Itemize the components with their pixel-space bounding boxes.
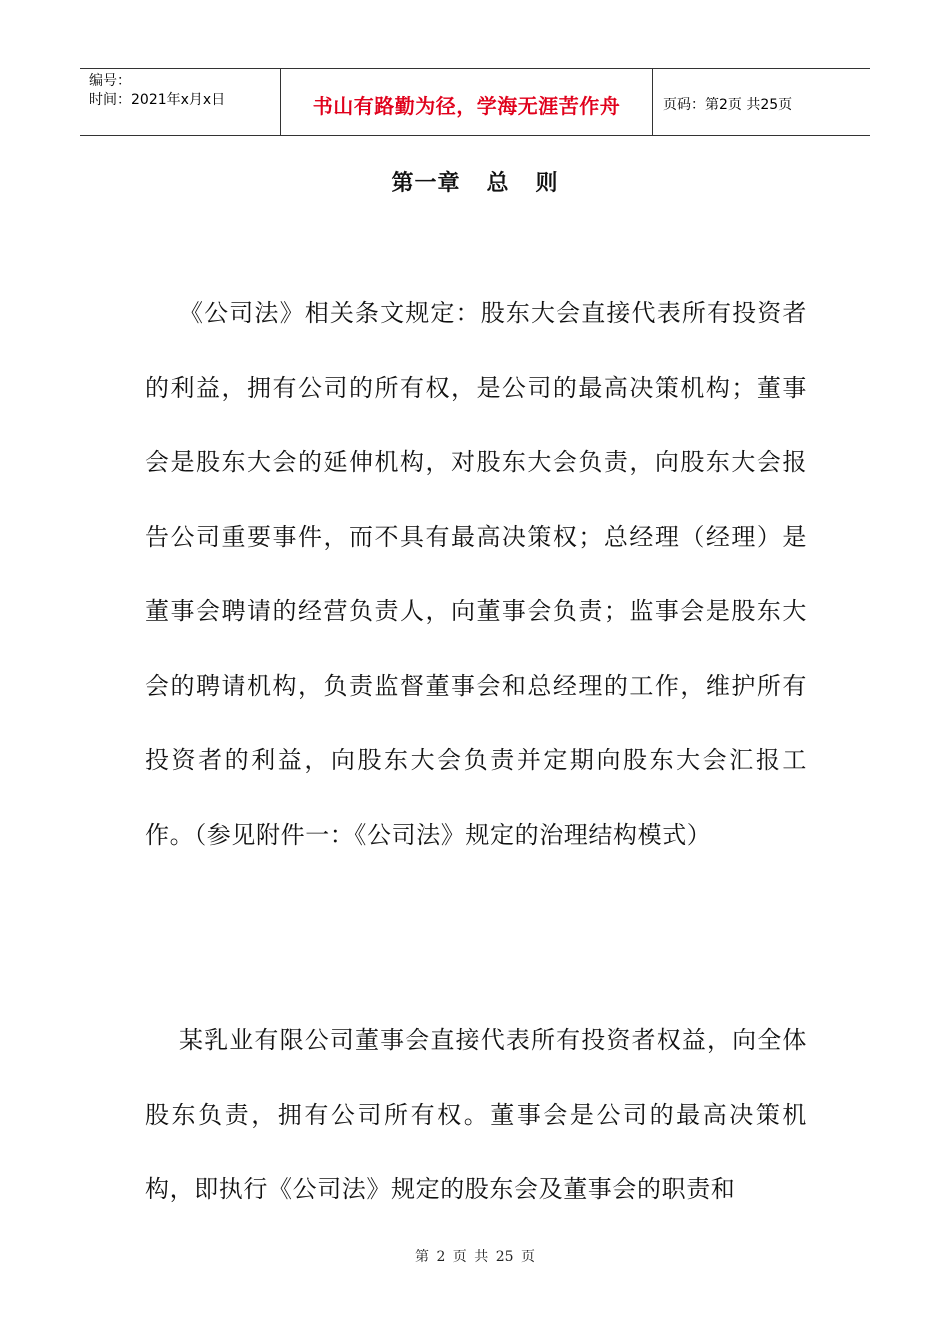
header-page-info: 页码：第2页 共25页	[663, 97, 793, 113]
header-meta-cell	[80, 69, 281, 135]
chapter-title: 第一章 总 则	[391, 171, 559, 196]
body-paragraph-2: 某乳业有限公司董事会直接代表所有投资者权益，向全体股东负责，拥有公司所有权。董事会是公司的最高决策机构，即执行《公司法》规定的股东会及董事会的职责和	[145, 1026, 807, 1203]
document-number-label: 编号：	[89, 73, 131, 89]
document-time-label: 时间：2021年x月x日	[89, 92, 226, 108]
header-motto: 书山有路勤为径，学海无涯苦作舟	[281, 69, 653, 135]
page-header	[80, 68, 870, 136]
body-paragraph-1: 《公司法》相关条文规定：股东大会直接代表所有投资者的利益，拥有公司的所有权，是公司的最高决策机构；董事会是股东大会的延伸机构，对股东大会负责，向股东大会报告公司重要事件，而不具有最高决策权；总经理（经理）是董事会聘请的经营负责人，向董事会负责；监事会是股东大会的聘请机构，负责监督董事会和总经理的工作，维护所有投资者的利益，向股东大会负责并定期向股东大会汇报工作。（参见附件一：《公司法》规定的治理结构模式）	[145, 299, 807, 849]
page-footer: 第 2 页 共 25 页	[415, 1249, 535, 1265]
